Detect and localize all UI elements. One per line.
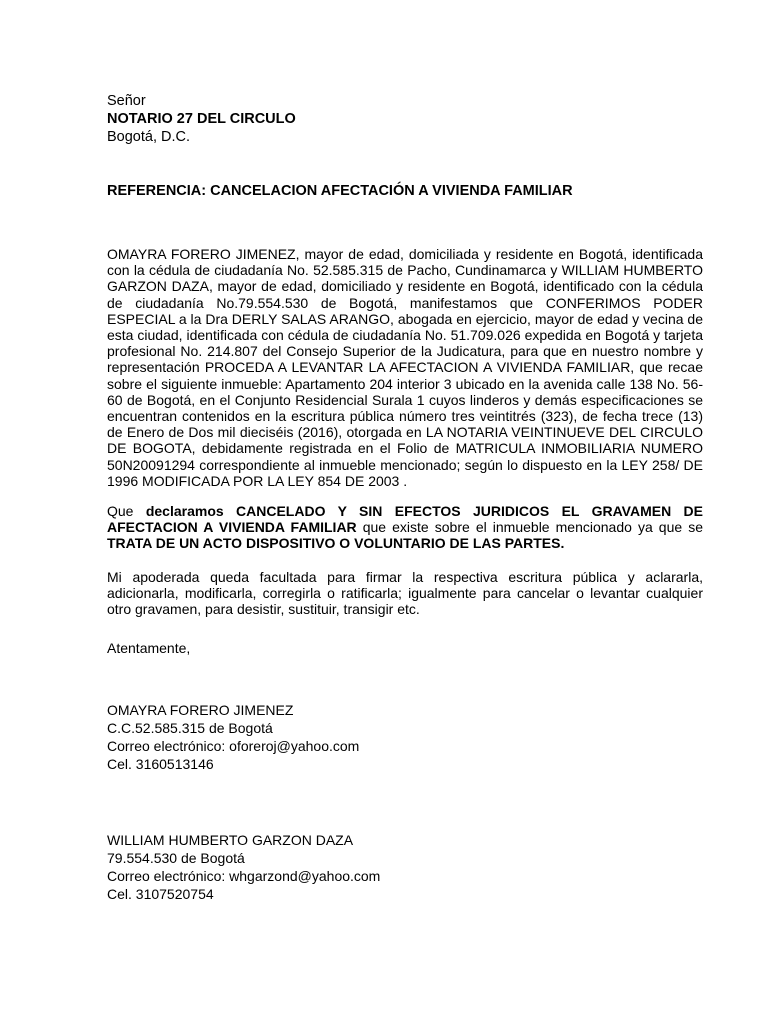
addressee-city: Bogotá, D.C. [107, 129, 191, 145]
declaration-bold-1: declaramos CANCELADO Y SIN EFECTOS JURIDICOS EL GRAVAMEN DE AFECTACION A VIVIENDA FAMILIAR [107, 503, 704, 536]
signatory-id: C.C.52.585.315 de Bogotá [107, 720, 273, 737]
signature-block-1 [107, 701, 703, 773]
declaration-intro: Que [107, 503, 146, 520]
salutation: Señor [107, 93, 146, 109]
signatory-phone: Cel. 3107520754 [107, 886, 214, 903]
declaration-bold-2: TRATA DE UN ACTO DISPOSITIVO O VOLUNTARIO DE LAS PARTES. [107, 535, 565, 552]
closing: Atentamente, [107, 640, 191, 657]
reference-line: REFERENCIA: CANCELACION AFECTACIÓN A VIVIENDA FAMILIAR [107, 183, 573, 199]
paragraph-power-of-attorney: OMAYRA FORERO JIMENEZ, mayor de edad, domiciliada y residente en Bogotá, identificada con la cédula de ciudadanía No. 52.585.315 de Pacho, Cundinamarca y WILLIAM HUMBERTO GARZON DAZA, mayor de edad, domiciliado y residente en Bogotá, identificado con la cédula de ciudadanía No.79.554.530 de Bogotá, manifestamos que CONFERIMOS PODER ESPECIAL a la Dra DERLY SALAS ARANGO, abogada en ejercicio, mayor de edad y vecina de esta ciudad, identificada con cédula de ciudadanía No. 51.709.026 expedida en Bogotá y tarjeta profesional No. 214.807 del Consejo Superior de la Judicatura, para que en nuestro nombre y representación PROCEDA A LEVANTAR LA AFECTACION A VIVIENDA FAMILIAR, que recae sobre el siguiente inmueble: Apartamento 204 interior 3 ubicado en la avenida calle 138 No. 56-60 de Bogotá, en el Conjunto Residencial Surala 1 cuyos linderos y demás especificaciones se encuentran contenidos en la escritura pública número tres veintitrés (323), de fecha trece (13) de Enero de Dos mil dieciséis (2016), otorgada en LA NOTARIA VEINTINUEVE DEL CIRCULO DE BOGOTA, debidamente registrada en el Folio de MATRICULA INMOBILIARIA NUMERO 50N20091294 correspondiente al inmueble mencionado; según lo dispuesto en la LEY 258/ DE 1996 MODIFICADA POR LA LEY 854 DE 2003 . [107, 246, 703, 489]
signatory-email: Correo electrónico: whgarzond@yahoo.com [107, 868, 381, 885]
signatory-email: Correo electrónico: oforeroj@yahoo.com [107, 738, 360, 755]
declaration-middle: que existe sobre el inmueble mencionado ya que se [356, 519, 703, 536]
signature-block-2 [107, 831, 703, 903]
signatory-phone: Cel. 3160513146 [107, 756, 214, 773]
paragraph-declaration [107, 503, 703, 552]
letter-page [107, 92, 703, 903]
addressee-name: NOTARIO 27 DEL CIRCULO [107, 111, 296, 127]
signatory-name: WILLIAM HUMBERTO GARZON DAZA [107, 832, 354, 849]
signatory-name: OMAYRA FORERO JIMENEZ [107, 702, 294, 719]
paragraph-faculties: Mi apoderada queda facultada para firmar la respectiva escritura pública y aclararla, adicionarla, modificarla, corregirla o ratificarla; igualmente para cancelar o levantar cualquier otro gravamen, para desistir, sustituir, transigir etc. [107, 568, 703, 618]
signatory-id: 79.554.530 de Bogotá [107, 850, 245, 867]
addressee-block [107, 92, 703, 146]
